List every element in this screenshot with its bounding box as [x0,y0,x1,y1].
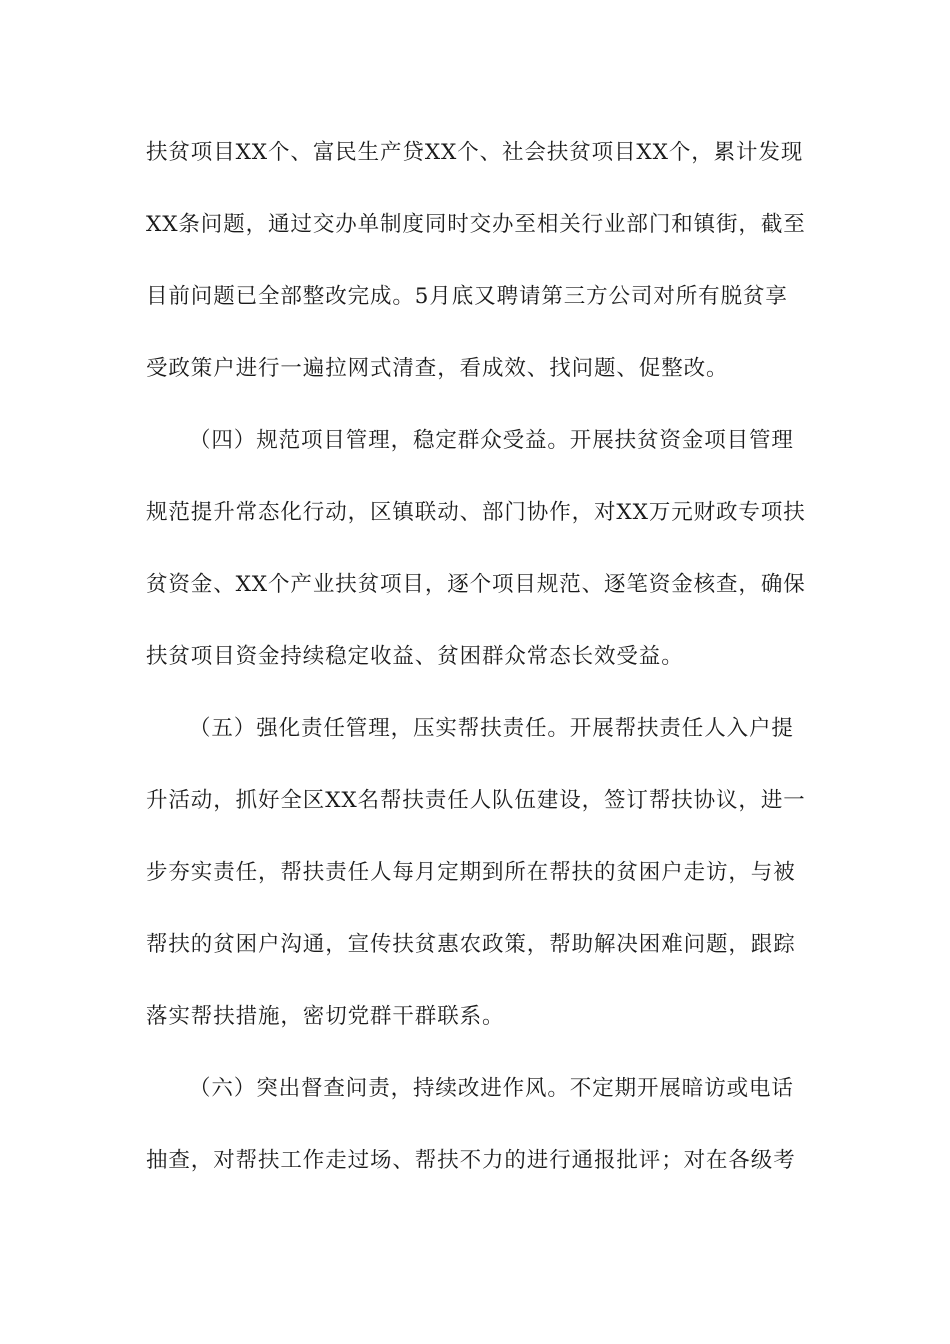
text-line: 扶贫项目资金持续稳定收益、贫困群众常态长效受益。 [146,644,684,669]
text-line: 帮扶的贫困户沟通，宣传扶贫惠农政策，帮助解决困难问题，跟踪 [146,932,796,957]
section-heading-line: （五）强化责任管理，压实帮扶责任。开展帮扶责任人入户提 [189,716,794,741]
document-body [146,126,806,1206]
text-line: XX条问题，通过交办单制度同时交办至相关行业部门和镇街，截至 [146,212,806,237]
section-heading-line: （六）突出督查问责，持续改进作风。不定期开展暗访或电话 [189,1076,794,1101]
text-line: 落实帮扶措施，密切党群干群联系。 [146,1004,505,1029]
text-line: 规范提升常态化行动，区镇联动、部门协作，对XX万元财政专项扶 [146,500,806,525]
text-line: 目前问题已全部整改完成。5月底又聘请第三方公司对所有脱贫享 [146,284,788,309]
text-line: 抽查，对帮扶工作走过场、帮扶不力的进行通报批评；对在各级考 [146,1148,796,1173]
text-line: 升活动，抓好全区XX名帮扶责任人队伍建设，签订帮扶协议，进一 [146,788,806,813]
section-heading-line: （四）规范项目管理，稳定群众受益。开展扶贫资金项目管理 [189,428,794,453]
text-line: 扶贫项目XX个、富民生产贷XX个、社会扶贫项目XX个，累计发现 [146,140,804,165]
text-line: 受政策户进行一遍拉网式清查，看成效、找问题、促整改。 [146,356,729,381]
text-line: 步夯实责任，帮扶责任人每月定期到所在帮扶的贫困户走访，与被 [146,860,796,885]
text-line: 贫资金、XX个产业扶贫项目，逐个项目规范、逐笔资金核查，确保 [146,572,806,597]
